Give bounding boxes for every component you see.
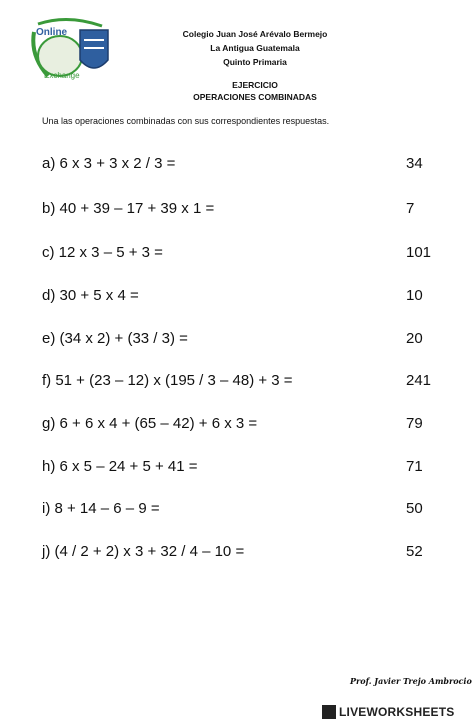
school-grade: Quinto Primaria [223,57,287,67]
title-line2: OPERACIONES COMBINADAS [193,92,317,102]
liveworksheets-brand: LIVEWORKSHEETS [339,705,455,719]
exercise-row [42,415,442,445]
exercise-expression: b) 40 + 39 – 17 + 39 x 1 = [42,200,215,217]
exercise-answer[interactable]: 52 [406,543,423,560]
exercise-expression: h) 6 x 5 – 24 + 5 + 41 = [42,458,198,475]
exercise-row [42,543,442,573]
logo-word-exchange: Exchange [44,71,80,80]
liveworksheets-logo [322,704,454,720]
exercise-answer[interactable]: 20 [406,330,423,347]
exercise-row [42,500,442,530]
exercise-answer[interactable]: 241 [406,372,432,389]
worksheet-title [140,79,370,103]
exercise-expression: a) 6 x 3 + 3 x 2 / 3 = [42,155,176,172]
exercise-row [42,155,442,185]
exercise-expression: c) 12 x 3 – 5 + 3 = [42,244,163,261]
exercise-answer[interactable]: 71 [406,458,423,475]
school-header [140,27,370,69]
exercise-answer[interactable]: 79 [406,415,423,432]
liveworksheets-icon [322,705,336,719]
exercise-answer[interactable]: 10 [406,287,423,304]
instructions: Una las operaciones combinadas con sus correspondientes respuestas. [42,116,330,126]
exercise-expression: d) 30 + 5 x 4 = [42,287,139,304]
exercise-answer[interactable]: 34 [406,155,423,172]
exercise-answer[interactable]: 50 [406,500,423,517]
exercise-expression: f) 51 + (23 – 12) x (195 / 3 – 48) + 3 = [42,372,293,389]
exercise-row [42,458,442,488]
exercise-expression: g) 6 + 6 x 4 + (65 – 42) + 6 x 3 = [42,415,258,432]
exercise-expression: j) (4 / 2 + 2) x 3 + 32 / 4 – 10 = [42,543,245,560]
title-line1: EJERCICIO [232,80,278,90]
exercise-row [42,372,442,402]
exercise-answer[interactable]: 101 [406,244,432,261]
exercise-expression: i) 8 + 14 – 6 – 9 = [42,500,160,517]
school-name: Colegio Juan José Arévalo Bermejo [182,29,328,39]
school-logo [28,16,114,86]
school-city: La Antigua Guatemala [210,43,300,53]
exercise-row [42,330,442,360]
exercise-row [42,287,442,317]
exercise-row [42,200,442,230]
exercise-expression: e) (34 x 2) + (33 / 3) = [42,330,188,347]
exercise-answer[interactable]: 7 [406,200,415,217]
teacher-signature: Prof. Javier Trejo Ambrocio [350,676,472,686]
exercise-row [42,244,442,274]
logo-word-online: Online [36,27,68,38]
